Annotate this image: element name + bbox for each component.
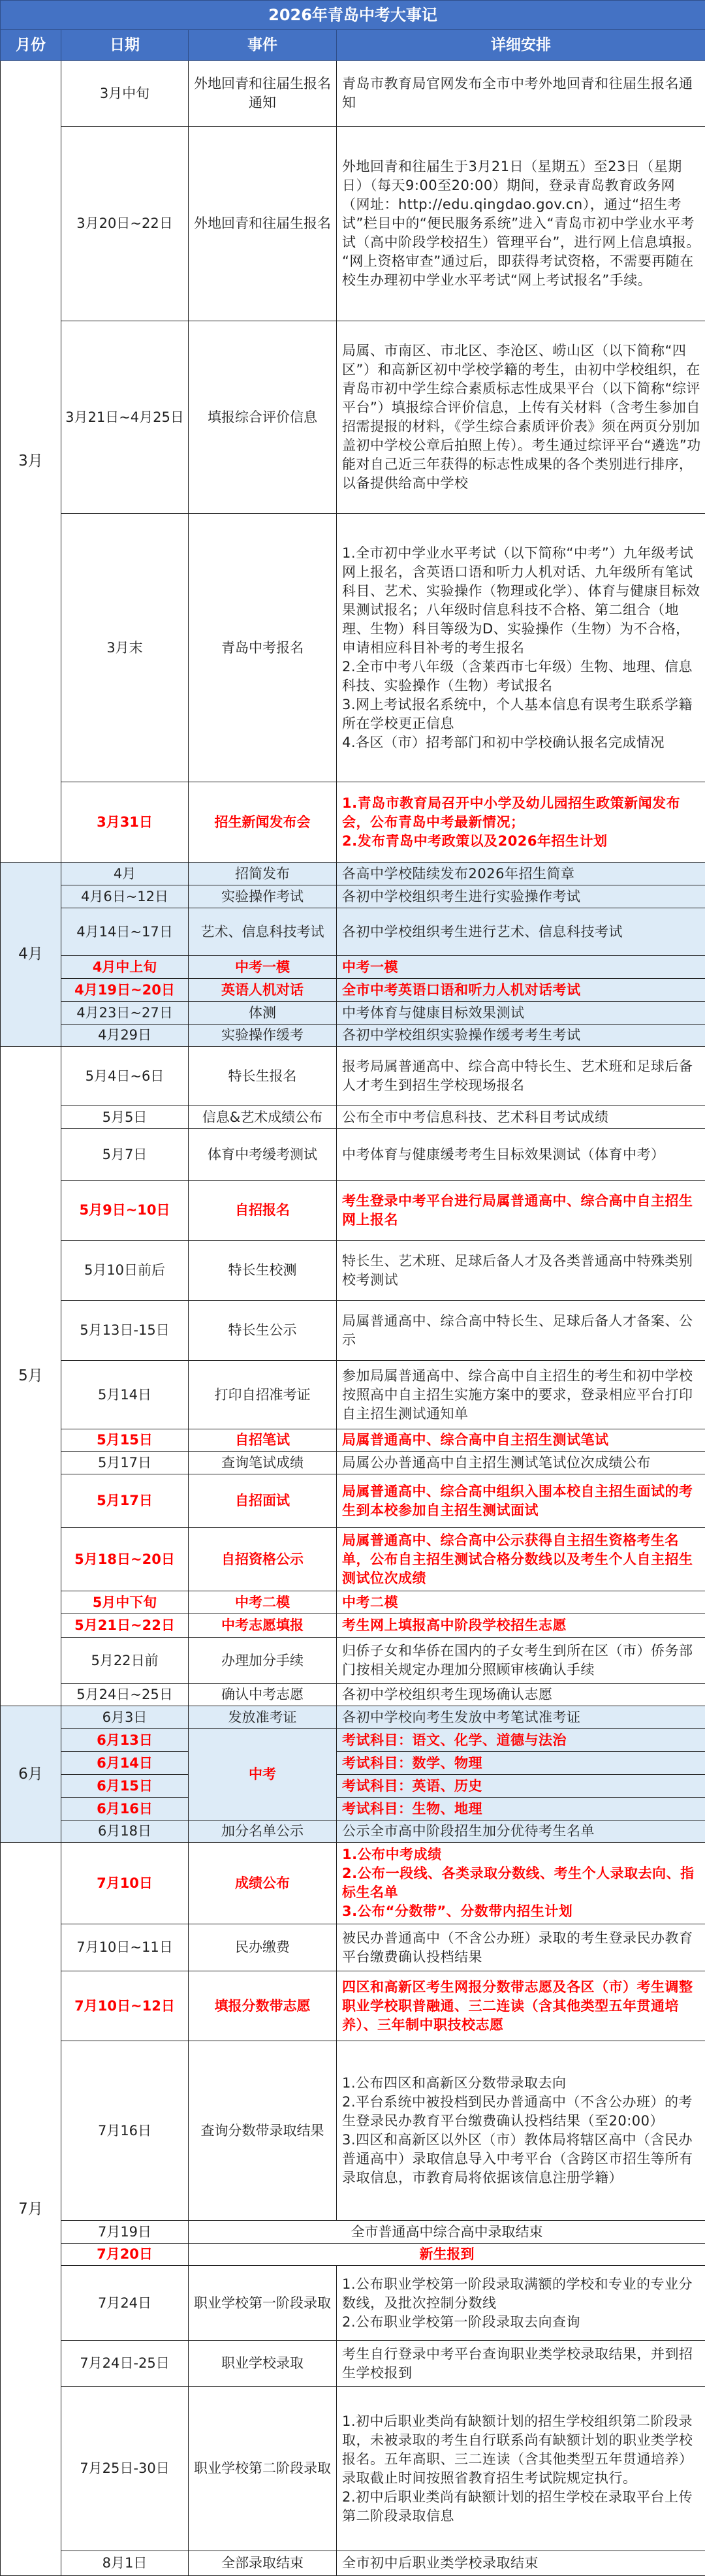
- detail-cell: [337, 2041, 705, 2221]
- date-cell: 6月15日: [61, 1775, 189, 1798]
- date-cell: 6月18日: [61, 1821, 189, 1843]
- date-cell: 4月14日~17日: [61, 908, 189, 956]
- event-cell: 职业学校录取: [189, 2341, 337, 2387]
- table-row: [1, 61, 705, 127]
- date-cell: 5月13日-15日: [61, 1301, 189, 1361]
- detail-line: 1.青岛市教育局召开中小学及幼儿园招生政策新闻发布会，公布青岛中考最新情况；: [342, 794, 701, 832]
- detail-cell: 考试科目：英语、历史: [337, 1775, 705, 1798]
- table-row: [1, 2387, 705, 2551]
- event-cell: 民办缴费: [189, 1924, 337, 1971]
- detail-cell: 各高中学校陆续发布2026年招生简章: [337, 863, 705, 885]
- event-cell: 特长生报名: [189, 1047, 337, 1106]
- detail-cell: 中考二模: [337, 1591, 705, 1614]
- table-row: [1, 1752, 705, 1775]
- detail-cell: 局属普通高中、综合高中组织入围本校自主招生面试的考生到本校参加自主招生测试面试: [337, 1474, 705, 1528]
- date-cell: 5月17日: [61, 1452, 189, 1474]
- table-row: [1, 321, 705, 514]
- event-cell: 招简发布: [189, 863, 337, 885]
- date-cell: 3月31日: [61, 782, 189, 863]
- header-month: 月份: [1, 30, 61, 61]
- event-cell: 填报分数带志愿: [189, 1971, 337, 2041]
- detail-cell: 被民办普通高中（不含公办班）录取的考生登录民办教育平台缴费确认投档结果: [337, 1924, 705, 1971]
- detail-cell: 全市中考英语口语和听力人机对话考试: [337, 979, 705, 1002]
- detail-cell: [337, 782, 705, 863]
- date-cell: 7月10日: [61, 1843, 189, 1924]
- detail-cell: 全市初中后职业类学校录取结束: [337, 2551, 705, 2576]
- table-row: [1, 1025, 705, 1047]
- table-row: [1, 1843, 705, 1924]
- detail-line: 2.全市中考八年级（含莱西市七年级）生物、地理、信息科技、实验操作（生物）考试报名: [342, 658, 701, 695]
- detail-cell: 考试科目：生物、地理: [337, 1798, 705, 1821]
- event-cell: 中考志愿填报: [189, 1614, 337, 1638]
- header-date: 日期: [61, 30, 189, 61]
- detail-cell: 局属普通高中、综合高中公示获得自主招生资格考生名单，公布自主招生测试合格分数线以及考生个人自主招生测试位次成绩: [337, 1528, 705, 1591]
- table-row: [1, 2041, 705, 2221]
- detail-cell: 青岛市教育局官网发布全市中考外地回青和往届生报名通知: [337, 61, 705, 127]
- detail-line: 1.公布中考成绩: [342, 1845, 701, 1864]
- date-cell: 5月7日: [61, 1129, 189, 1181]
- table-row: [1, 1706, 705, 1729]
- date-cell: 6月16日: [61, 1798, 189, 1821]
- event-cell: 填报综合评价信息: [189, 321, 337, 514]
- detail-line: 2.平台系统中被投档到民办普通高中（不含公办班）的考生登录民办教育平台缴费确认投档结果（至20:00）: [342, 2093, 701, 2131]
- detail-cell: 四区和高新区考生网报分数带志愿及各区（市）考生调整职业学校职普融通、三二连读（含其他类型五年贯通培养）、三年制中职技校志愿: [337, 1971, 705, 2041]
- event-cell: 信息&艺术成绩公布: [189, 1106, 337, 1129]
- detail-cell: 中考一模: [337, 956, 705, 979]
- date-cell: 4月23日~27日: [61, 1002, 189, 1025]
- detail-cell: [337, 2387, 705, 2551]
- event-cell: 特长生公示: [189, 1301, 337, 1361]
- date-cell: 3月21日~4月25日: [61, 321, 189, 514]
- date-cell: 5月15日: [61, 1429, 189, 1452]
- table-row: [1, 1002, 705, 1025]
- event-cell: 职业学校第二阶段录取: [189, 2387, 337, 2551]
- table-row: [1, 1181, 705, 1241]
- table-row: [1, 979, 705, 1002]
- event-cell: 打印自招准考证: [189, 1361, 337, 1429]
- table-row: [1, 1106, 705, 1129]
- detail-cell: [337, 127, 705, 321]
- event-cell: 中考一模: [189, 956, 337, 979]
- date-cell: 8月1日: [61, 2551, 189, 2576]
- date-cell: 5月17日: [61, 1474, 189, 1528]
- table-row: [1, 1924, 705, 1971]
- detail-line: 2.公布一段线、各类录取分数线、考生个人录取去向、指标生名单: [342, 1864, 701, 1902]
- event-cell: 英语人机对话: [189, 979, 337, 1002]
- date-cell: 3月末: [61, 514, 189, 782]
- event-cell: 全部录取结束: [189, 2551, 337, 2576]
- event-cell: 艺术、信息科技考试: [189, 908, 337, 956]
- date-cell: 7月24日: [61, 2266, 189, 2341]
- date-cell: 4月19日~20日: [61, 979, 189, 1002]
- table-row: [1, 2341, 705, 2387]
- detail-cell: 考生网上填报高中阶段学校招生志愿: [337, 1614, 705, 1638]
- date-cell: 5月14日: [61, 1361, 189, 1429]
- event-cell: 发放准考证: [189, 1706, 337, 1729]
- detail-cell: 局属普通高中、综合高中自主招生测试笔试: [337, 1429, 705, 1452]
- detail-cell: 局属、市南区、市北区、李沧区、崂山区（以下简称“四区”）和高新区初中学校学籍的考生，由初中学校组织，在青岛市初中学生综合素质标志性成果平台（以下简称“综评平台”）填报综合评价信息，上传有关材料（含考生参加自招需提报的材料，《学生综合素质评价表》须在两页分别加盖初中学校公章后拍照上传）。考生通过综评平台“遴选”功能对自己近三年获得的标志性成果的各个类别进行排序，以备提供给高中学校: [337, 321, 705, 514]
- event-cell: 查询笔试成绩: [189, 1452, 337, 1474]
- date-cell: 7月10日~11日: [61, 1924, 189, 1971]
- detail-line: 4.各区（市）招考部门和初中学校确认报名完成情况: [342, 733, 701, 752]
- detail-cell: 中考体育与健康缓考考生目标效果测试（体育中考）: [337, 1129, 705, 1181]
- detail-line: 2.公布职业学校第一阶段录取去向查询: [342, 2313, 701, 2332]
- detail-cell: 报考局属普通高中、综合高中特长生、艺术班和足球后备人才考生到招生学校现场报名: [337, 1047, 705, 1106]
- table-row: [1, 2244, 705, 2266]
- table-row: [1, 782, 705, 863]
- table-row: [1, 1129, 705, 1181]
- detail-cell: 公示全市高中阶段招生加分优待考生名单: [337, 1821, 705, 1843]
- date-cell: 4月6日~12日: [61, 885, 189, 908]
- detail-line: 3.网上考试报名系统中，个人基本信息有误考生联系学籍所在学校更正信息: [342, 695, 701, 733]
- event-cell: 招生新闻发布会: [189, 782, 337, 863]
- merged-detail-cell: 新生报到: [189, 2244, 705, 2266]
- month-cell: 5月: [1, 1047, 61, 1706]
- date-cell: 5月10日前后: [61, 1241, 189, 1301]
- date-cell: 5月21日~22日: [61, 1614, 189, 1638]
- detail-cell: 考试科目：语文、化学、道德与法治: [337, 1729, 705, 1752]
- date-cell: 4月: [61, 863, 189, 885]
- detail-line: 2.发布青岛中考政策以及2026年招生计划: [342, 832, 701, 851]
- event-cell: 特长生校测: [189, 1241, 337, 1301]
- table-row: [1, 1528, 705, 1591]
- table-row: [1, 1361, 705, 1429]
- date-cell: 7月19日: [61, 2221, 189, 2244]
- detail-cell: 各初中学校组织实验操作缓考考生考试: [337, 1025, 705, 1047]
- table-row: [1, 1684, 705, 1706]
- date-cell: 6月14日: [61, 1752, 189, 1775]
- detail-cell: 各初中学校组织考生进行实验操作考试: [337, 885, 705, 908]
- table-row: [1, 1798, 705, 1821]
- event-cell: 办理加分手续: [189, 1638, 337, 1684]
- table-row: [1, 1301, 705, 1361]
- table-row: [1, 885, 705, 908]
- detail-line: 1.公布四区和高新区分数带录取去向: [342, 2074, 701, 2093]
- date-cell: 7月16日: [61, 2041, 189, 2221]
- table-row: [1, 1452, 705, 1474]
- date-cell: 5月22日前: [61, 1638, 189, 1684]
- header-detail: 详细安排: [337, 30, 705, 61]
- month-cell: 6月: [1, 1706, 61, 1843]
- detail-cell: 各初中学校组织考生现场确认志愿: [337, 1684, 705, 1706]
- date-cell: 4月中上旬: [61, 956, 189, 979]
- table-row: [1, 1729, 705, 1752]
- event-cell: 中考: [189, 1729, 337, 1821]
- table-row: [1, 127, 705, 321]
- event-cell: 体育中考缓考测试: [189, 1129, 337, 1181]
- event-cell: 外地回青和往届生报名: [189, 127, 337, 321]
- date-cell: 3月中旬: [61, 61, 189, 127]
- table-row: [1, 1241, 705, 1301]
- event-cell: 查询分数带录取结果: [189, 2041, 337, 2221]
- detail-cell: 考生登录中考平台进行局属普通高中、综合高中自主招生网上报名: [337, 1181, 705, 1241]
- table-row: [1, 1971, 705, 2041]
- event-cell: 成绩公布: [189, 1843, 337, 1924]
- event-cell: 自招报名: [189, 1181, 337, 1241]
- detail-cell: 中考体育与健康目标效果测试: [337, 1002, 705, 1025]
- detail-cell: 局属公办普通高中自主招生测试笔试位次成绩公布: [337, 1452, 705, 1474]
- event-cell: 确认中考志愿: [189, 1684, 337, 1706]
- detail-cell: 公布全市中考信息科技、艺术科目考试成绩: [337, 1106, 705, 1129]
- table-title: 2026年青岛中考大事记: [1, 1, 705, 30]
- table-row: [1, 1429, 705, 1452]
- event-cell: 自招面试: [189, 1474, 337, 1528]
- event-cell: 加分名单公示: [189, 1821, 337, 1843]
- merged-detail-cell: 全市普通高中综合高中录取结束: [189, 2221, 705, 2244]
- header-event: 事件: [189, 30, 337, 61]
- detail-cell: 特长生、艺术班、足球后备人才及各类普通高中特殊类别校考测试: [337, 1241, 705, 1301]
- detail-cell: 各初中学校向考生发放中考笔试准考证: [337, 1706, 705, 1729]
- event-cell: 外地回青和往届生报名通知: [189, 61, 337, 127]
- date-cell: 7月20日: [61, 2244, 189, 2266]
- date-cell: 4月29日: [61, 1025, 189, 1047]
- event-cell: 实验操作缓考: [189, 1025, 337, 1047]
- month-cell: 3月: [1, 61, 61, 863]
- detail-line: 1.公布职业学校第一阶段录取满额的学校和专业的专业分数线，及批次控制分数线: [342, 2275, 701, 2313]
- detail-cell: 归侨子女和华侨在国内的子女考生到所在区（市）侨务部门按相关规定办理加分照顾审核确认手续: [337, 1638, 705, 1684]
- table-row: [1, 2551, 705, 2576]
- table-row: [1, 1047, 705, 1106]
- detail-line: 外地回青和往届生于3月21日（星期五）至23日（星期日）（每天9:00至20:00）期间，登录青岛教育政务网（网址：http://edu.qingdao.gov.cn），通过“招生考试”栏目中的“便民服务系统”进入“青岛市初中学业水平考试（高中阶段学校招生）管理平台”，进行网上信息填报。: [342, 157, 701, 252]
- table-row: [1, 908, 705, 956]
- detail-cell: 局属普通高中、综合高中特长生、足球后备人才备案、公示: [337, 1301, 705, 1361]
- event-cell: 自招笔试: [189, 1429, 337, 1452]
- date-cell: 7月24日-25日: [61, 2341, 189, 2387]
- event-cell: 中考二模: [189, 1591, 337, 1614]
- detail-line: 2.初中后职业类尚有缺额计划的招生学校在录取平台上传第二阶段录取信息: [342, 2488, 701, 2526]
- date-cell: 5月18日~20日: [61, 1528, 189, 1591]
- date-cell: 5月中下旬: [61, 1591, 189, 1614]
- detail-cell: 考生自行登录中考平台查询职业类学校录取结果，并到招生学校报到: [337, 2341, 705, 2387]
- detail-line: 3.四区和高新区以外区（市）教体局将辖区高中（含民办普通高中）录取信息导入中考平台（含跨区市招生等所有录取信息，市教育局将依据该信息注册学籍）: [342, 2131, 701, 2187]
- date-cell: 7月10日~12日: [61, 1971, 189, 2041]
- detail-line: 1.全市初中学业水平考试（以下简称“中考”）九年级考试网上报名，含英语口语和听力人机对话、九年级所有笔试科目、艺术、实验操作（物理或化学）、体育与健康目标效果测试报名；八年级时信息科技不合格、第二组合（地理、生物）科目等级为D、实验操作（生物）为不合格，申请相应科目补考的考生报名: [342, 544, 701, 658]
- table-row: [1, 514, 705, 782]
- table-row: [1, 1614, 705, 1638]
- schedule-body: [1, 61, 705, 2576]
- detail-cell: [337, 514, 705, 782]
- detail-cell: [337, 1843, 705, 1924]
- detail-cell: 考试科目：数学、物理: [337, 1752, 705, 1775]
- date-cell: 7月25日-30日: [61, 2387, 189, 2551]
- table-row: [1, 2266, 705, 2341]
- table-row: [1, 1591, 705, 1614]
- date-cell: 5月5日: [61, 1106, 189, 1129]
- date-cell: 5月4日~6日: [61, 1047, 189, 1106]
- detail-cell: 各初中学校组织考生进行艺术、信息科技考试: [337, 908, 705, 956]
- detail-line: “网上资格审查”通过后，即获得考试资格，不需要再随在校生办理初中学业水平考试“网上考试报名”手续。: [342, 252, 701, 290]
- date-cell: 5月24日~25日: [61, 1684, 189, 1706]
- table-row: [1, 956, 705, 979]
- detail-line: 1.初中后职业类尚有缺额计划的招生学校组织第二阶段录取，未被录取的考生自行联系尚有缺额计划的职业类学校报名。五年高职、三二连读（含其他类型五年贯通培养）录取截止时间按照省教育招生考试院规定执行。: [342, 2412, 701, 2488]
- date-cell: 6月13日: [61, 1729, 189, 1752]
- month-cell: 4月: [1, 863, 61, 1047]
- table-row: [1, 2221, 705, 2244]
- table-row: [1, 1474, 705, 1528]
- date-cell: 6月3日: [61, 1706, 189, 1729]
- detail-cell: 参加局属普通高中、综合高中自主招生的考生和初中学校按照高中自主招生实施方案中的要求，登录相应平台打印自主招生测试通知单: [337, 1361, 705, 1429]
- event-cell: 青岛中考报名: [189, 514, 337, 782]
- table-row: [1, 1638, 705, 1684]
- table-row: [1, 1775, 705, 1798]
- table-row: [1, 863, 705, 885]
- event-cell: 自招资格公示: [189, 1528, 337, 1591]
- event-cell: 职业学校第一阶段录取: [189, 2266, 337, 2341]
- detail-cell: [337, 2266, 705, 2341]
- event-cell: 体测: [189, 1002, 337, 1025]
- date-cell: 5月9日~10日: [61, 1181, 189, 1241]
- date-cell: 3月20日~22日: [61, 127, 189, 321]
- month-cell: 7月: [1, 1843, 61, 2576]
- detail-line: 3.公布“分数带”、分数带内招生计划: [342, 1902, 701, 1921]
- table-row: [1, 1821, 705, 1843]
- event-cell: 实验操作考试: [189, 885, 337, 908]
